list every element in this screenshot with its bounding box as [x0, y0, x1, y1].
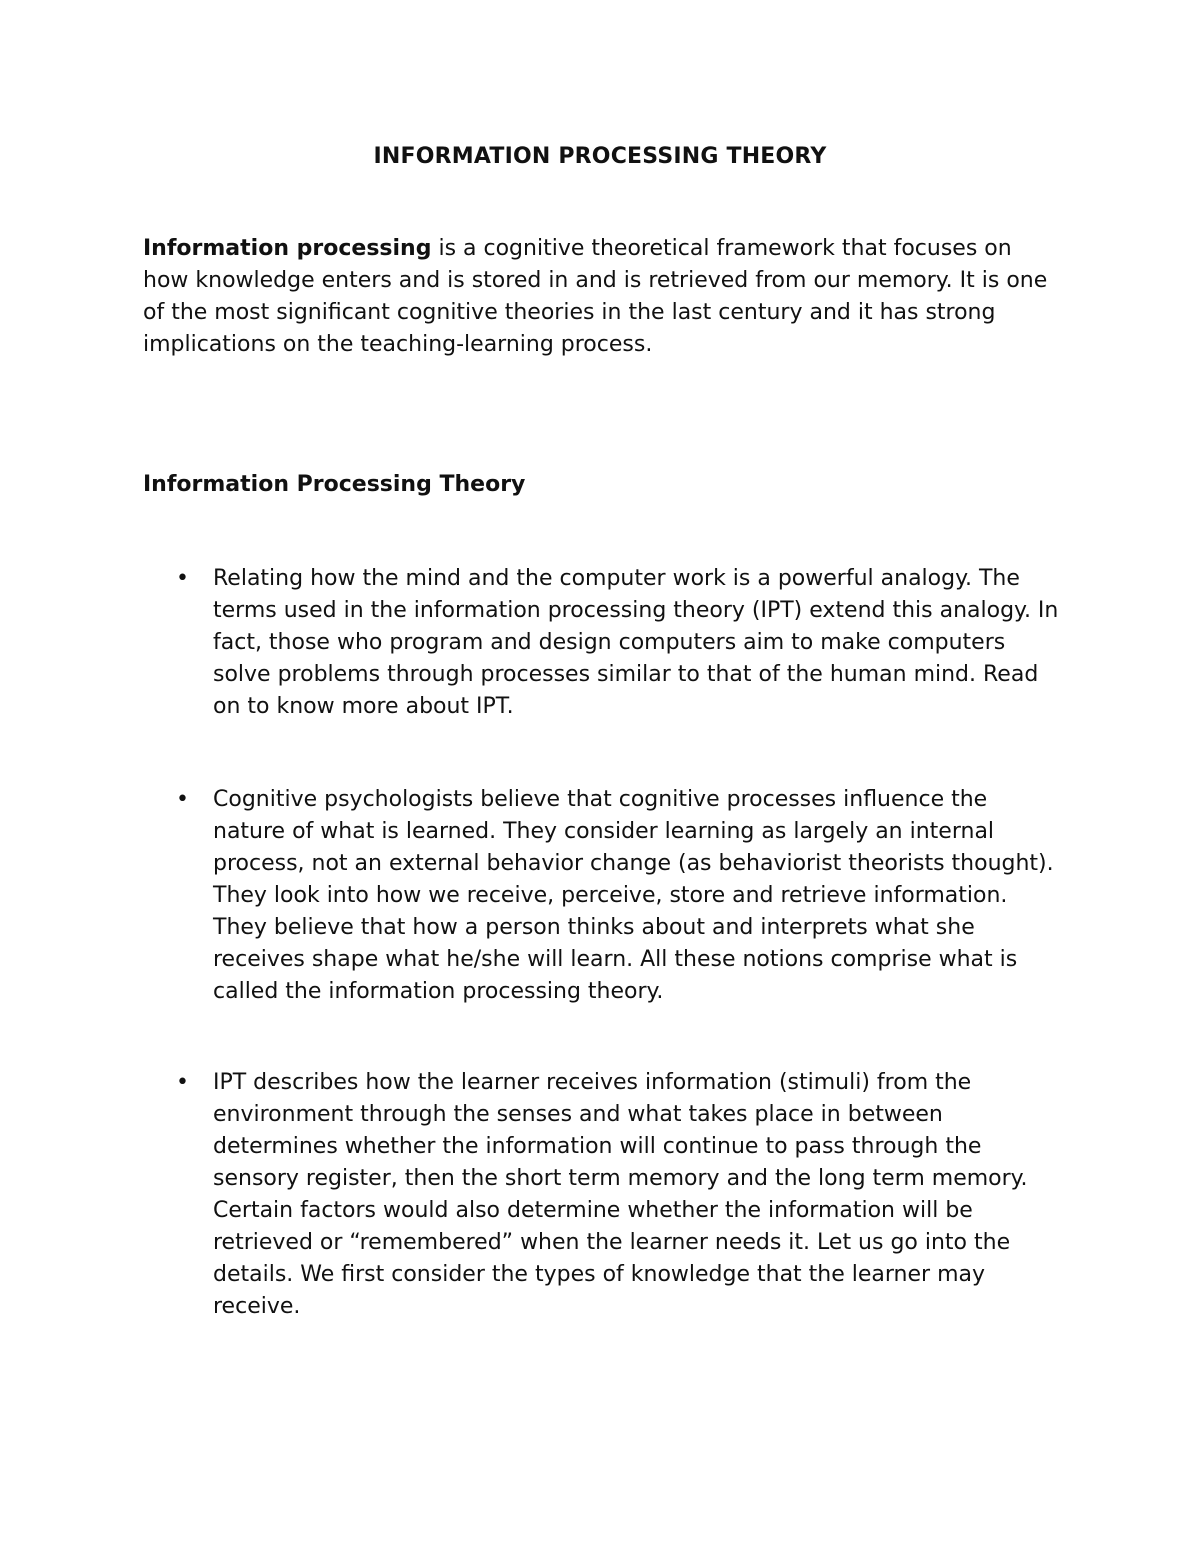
intro-text: is a cognitive theoretical framework that focuses on how knowledge enters and is stored in and is retrieved from our memory. It is one of the most significant cognitive theories in the last century and it has strong implications on the teaching-learning process.: [143, 236, 1048, 357]
bullet-icon: •: [176, 787, 189, 812]
intro-paragraph: [143, 233, 1063, 361]
intro-bold-term: Information processing: [143, 236, 432, 261]
section-heading: Information Processing Theory: [143, 472, 526, 497]
bullet-icon: •: [176, 1070, 189, 1095]
bullet-text: IPT describes how the learner receives information (stimuli) from the environment through the senses and what takes place in between determines whether the information will continue to pass through the sensory register, then the short term memory and the long term memory. Certain factors would also determine whether the information will be retrieved or “remembered” when the learner needs it. Let us go into the details. We first consider the types of knowledge that the learner may receive.: [213, 1070, 1028, 1319]
bullet-text: Cognitive psychologists believe that cognitive processes influence the nature of what is learned. They consider learning as largely an internal process, not an external behavior change (as behaviorist theorists thought). They look into how we receive, perceive, store and retrieve information. They believe that how a person thinks about and interprets what she receives shape what he/she will learn. All these notions comprise what is called the information processing theory.: [213, 787, 1054, 1004]
bullet-text: Relating how the mind and the computer work is a powerful analogy. The terms used in the information processing theory (IPT) extend this analogy. In fact, those who program and design computers aim to make computers solve problems through processes similar to that of the human mind. Read on to know more about IPT.: [213, 566, 1059, 719]
document-title: INFORMATION PROCESSING THEORY: [373, 144, 827, 169]
bullet-icon: •: [176, 566, 189, 591]
